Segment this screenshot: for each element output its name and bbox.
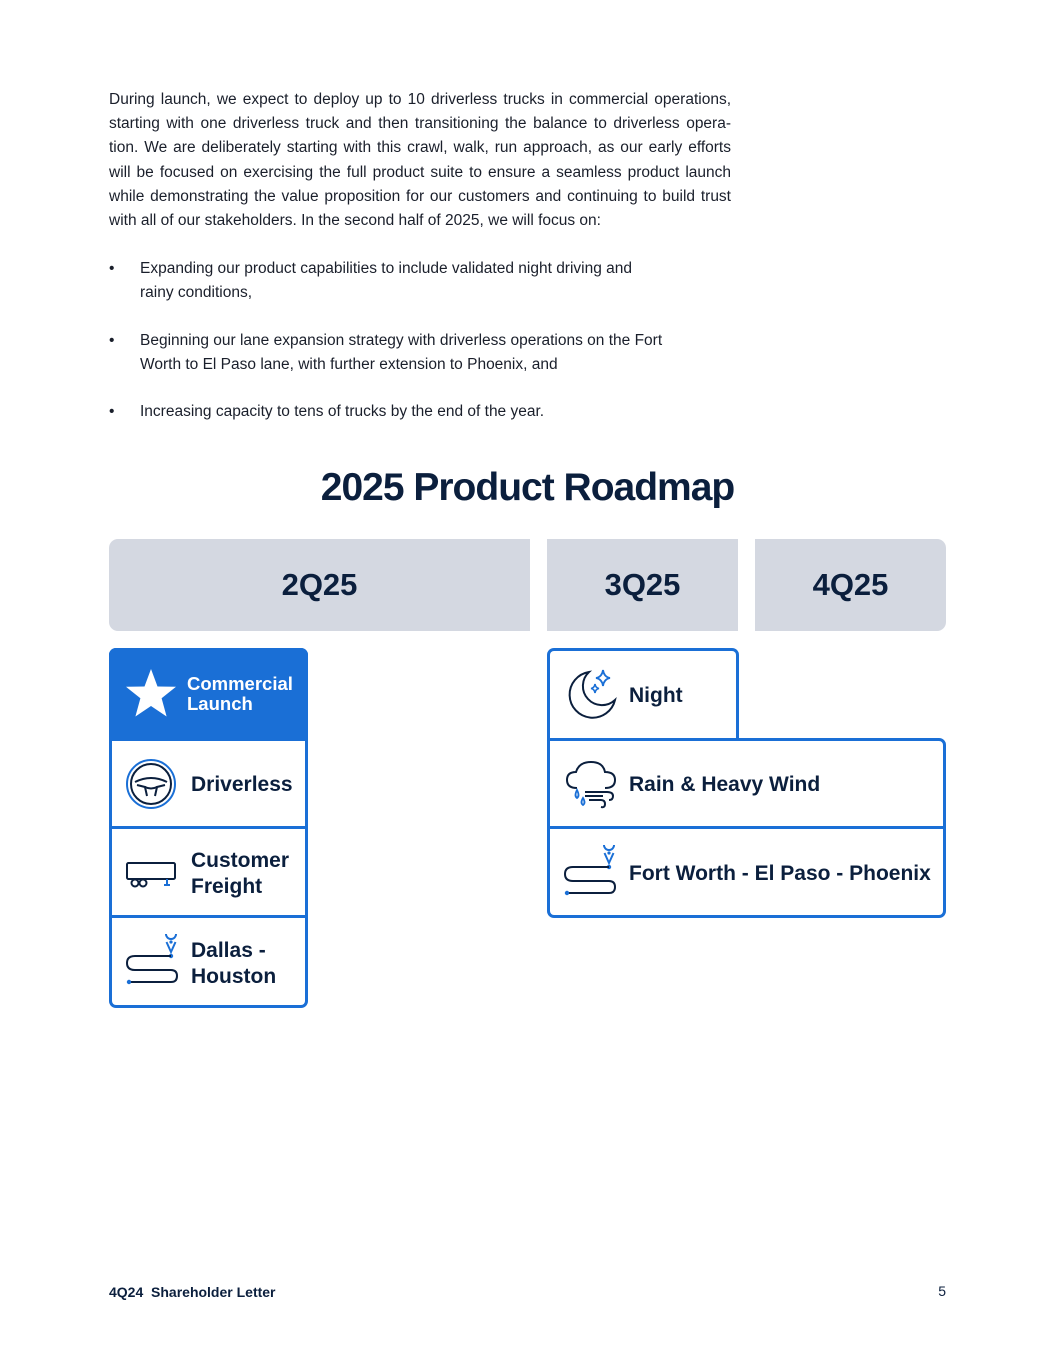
dallas-houston-lane-item [109, 918, 308, 1006]
customer-freight-item [109, 829, 308, 915]
quarter-header-4q25: 4Q25 [755, 539, 946, 631]
commercial-launch-label: Commercial [187, 673, 293, 694]
quarter-header-3q25: 3Q25 [547, 539, 738, 631]
dallas-houston-label: Dallas - [191, 939, 266, 962]
bullet-marker: • [109, 403, 115, 420]
moon-stars-icon [563, 666, 619, 722]
bullet-marker: • [109, 332, 115, 349]
bullet-text: rainy conditions, [140, 284, 253, 301]
rain-wind-label: Rain & Heavy Wind [629, 773, 821, 796]
cloud-rain-wind-icon [563, 758, 621, 810]
bullet-text: Expanding our product capabilities to include validated night driving and [140, 260, 633, 277]
footer-title: 4Q24 Shareholder Letter [109, 1284, 276, 1300]
customer-freight-label: Freight [191, 875, 263, 898]
steering-wheel-icon [125, 758, 177, 810]
intro-paragraph: During launch, we expect to deploy up to 10 driverless trucks in commercial operations, starting with one driverless truck and then transitioning the balance to driverless opera-tion. We are deliberately starting with this crawl, walk, run approach, as our early efforts will be focused on exercising the full product suite to ensure a seamless product launch while demonstrating the value proposition for our customers and continuing to build trust with all of our stakeholders. In the second half of 2025, we will focus on: [109, 91, 731, 230]
bullet-marker: • [109, 260, 115, 277]
dallas-houston-label: Houston [191, 965, 277, 988]
roadmap-title: 2025 Product Roadmap [320, 466, 735, 509]
driverless-item [109, 741, 308, 827]
quarter-header-2q25: 2Q25 [109, 539, 530, 631]
fort-worth-el-paso-phoenix-item [547, 829, 946, 916]
bullet-text: Increasing capacity to tens of trucks by the end of the year. [140, 403, 545, 420]
driverless-label: Driverless [191, 773, 293, 796]
star-icon [123, 666, 179, 722]
route-icon [123, 934, 187, 990]
fort-worth-el-paso-phoenix-label: Fort Worth - El Paso - Phoenix [629, 862, 931, 885]
customer-freight-label: Customer [191, 849, 290, 872]
commercial-launch-item [109, 648, 308, 740]
route-icon [561, 845, 625, 901]
bullet-text: Worth to El Paso lane, with further extension to Phoenix, and [140, 356, 558, 373]
page-number: 5 [938, 1283, 946, 1299]
trailer-icon [123, 857, 181, 889]
night-label: Night [629, 684, 683, 707]
commercial-launch-label: Launch [187, 693, 253, 714]
bullet-text: Beginning our lane expansion strategy with driverless operations on the Fort [140, 332, 663, 349]
night-item [547, 648, 739, 738]
rain-wind-item [547, 741, 946, 827]
